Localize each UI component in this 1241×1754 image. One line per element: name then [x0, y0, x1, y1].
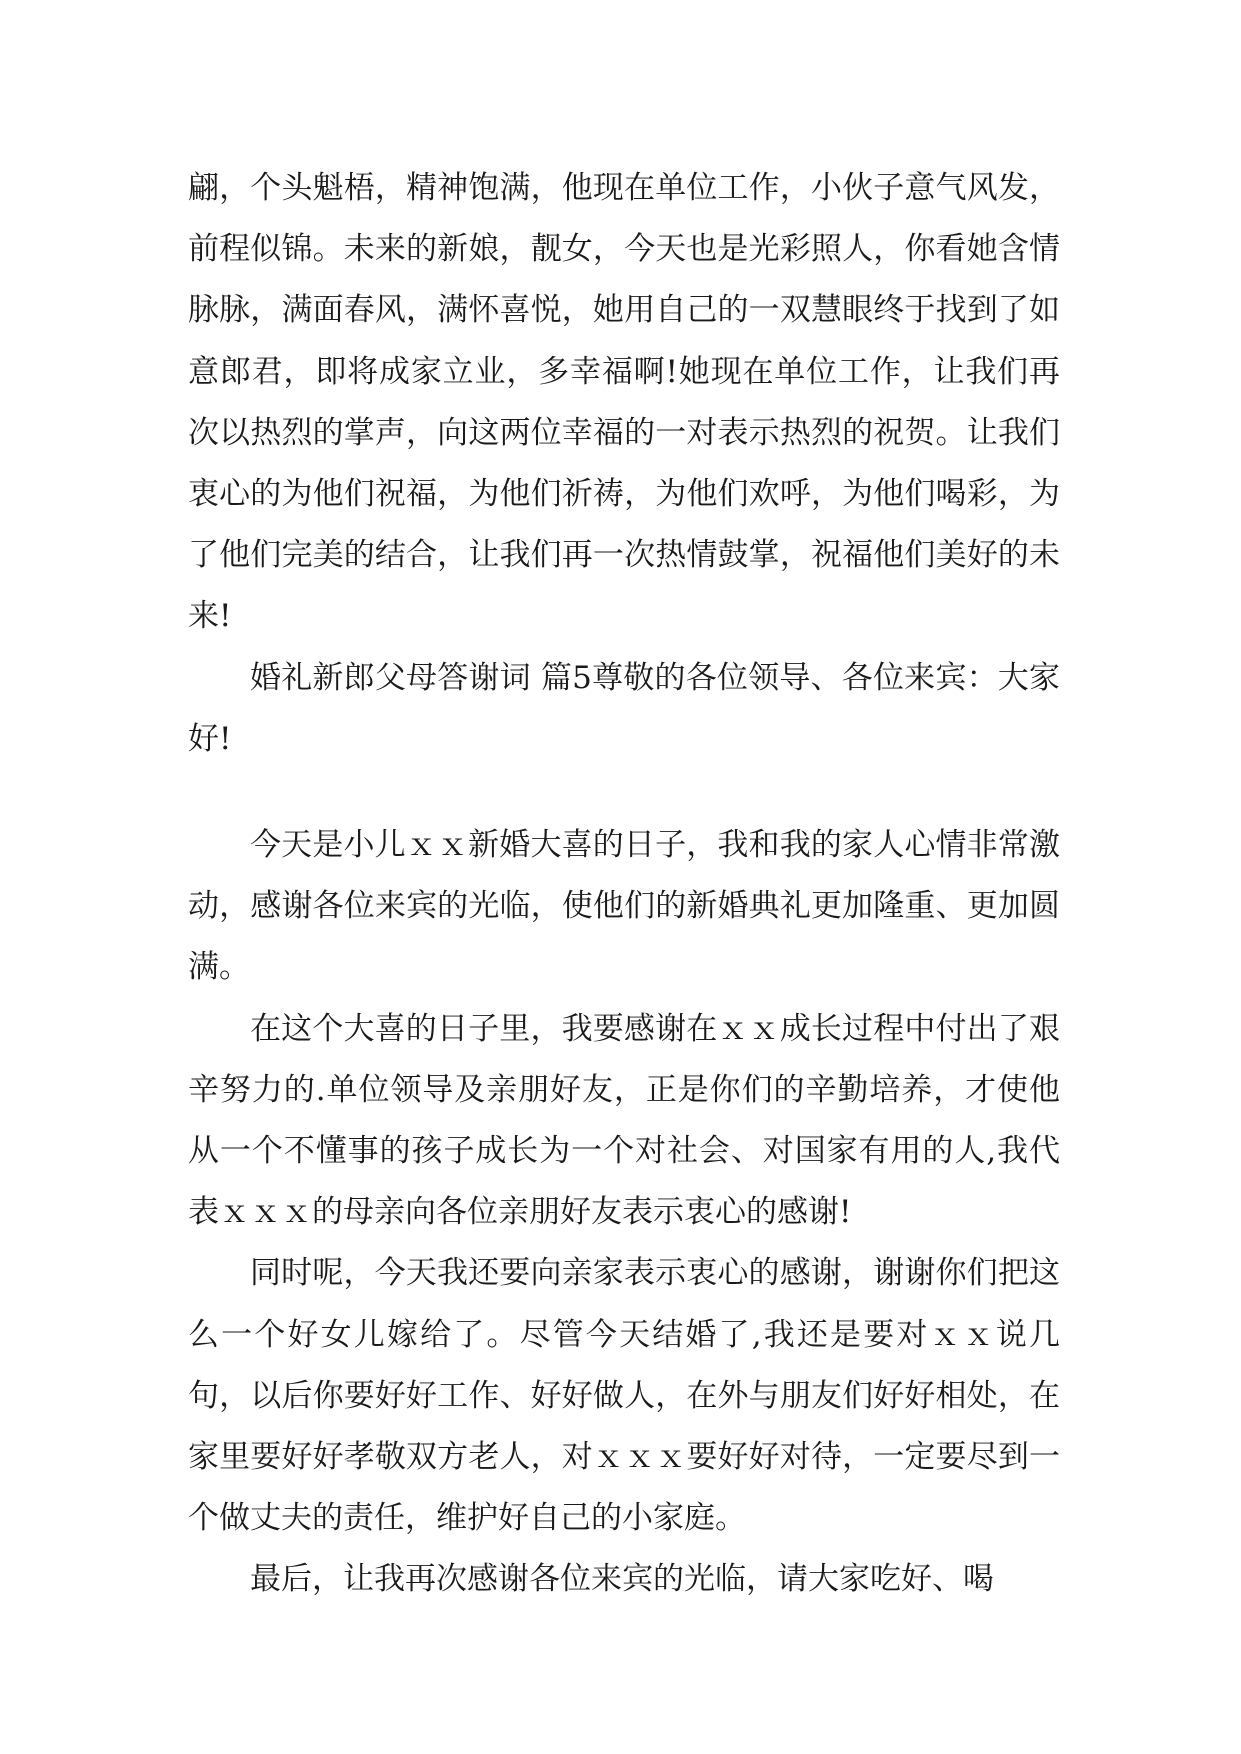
- paragraph-heading-greeting: 婚礼新郎父母答谢词 篇5尊敬的各位领导、各位来宾：大家好!: [188, 659, 1060, 757]
- paragraph-thanks-in-laws: 同时呢，今天我还要向亲家表示衷心的感谢，谢谢你们把这么一个好女儿嫁给了。尽管今天结婚了,我还是要对ｘｘ说几句，以后你要好好工作、好好做人，在外与朋友们好好相处，在家里要好好孝敬双方老人，对ｘｘｘ要好好对待，一定要尽到一个做丈夫的责任，维护好自己的小家庭。: [188, 1255, 1060, 1537]
- paragraph-thanks-mentors: 在这个大喜的日子里，我要感谢在ｘｘ成长过程中付出了艰辛努力的.单位领导及亲朋好友，正是你们的辛勤培养，才使他从一个不懂事的孩子成长为一个对社会、对国家有用的人,我代表ｘｘｘ的母亲向各位亲朋好友表示衷心的感谢!: [188, 1010, 1060, 1231]
- document-body: [188, 158, 1060, 1611]
- paragraph-continued: 翩，个头魁梧，精神饱满，他现在单位工作，小伙子意气风发，前程似锦。未来的新娘，靓女，今天也是光彩照人，你看她含情脉脉，满面春风，满怀喜悦，她用自己的一双慧眼终于找到了如意郎君，即将成家立业，多幸福啊!她现在单位工作，让我们再次以热烈的掌声，向这两位幸福的一对表示热烈的祝贺。让我们衷心的为他们祝福，为他们祈祷，为他们欢呼，为他们喝彩，为了他们完美的结合，让我们再一次热情鼓掌，祝福他们美好的未来!: [188, 170, 1060, 635]
- paragraph-thanks-guests: 今天是小儿ｘｘ新婚大喜的日子，我和我的家人心情非常激动，感谢各位来宾的光临，使他们的新婚典礼更加隆重、更加圆满。: [188, 827, 1060, 986]
- paragraph-closing: 最后，让我再次感谢各位来宾的光临，请大家吃好、喝: [250, 1561, 994, 1598]
